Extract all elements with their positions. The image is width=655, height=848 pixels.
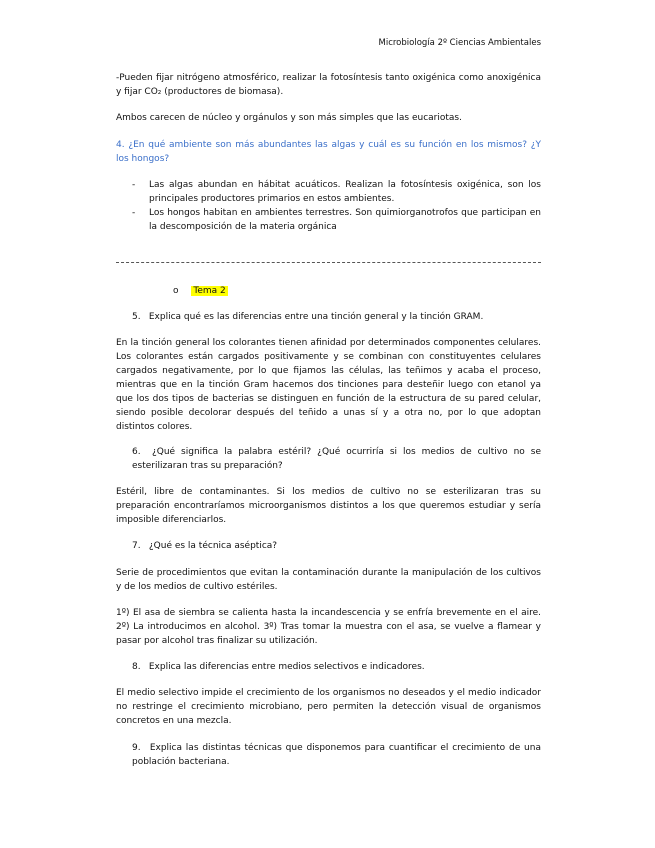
- answer-4-list: [116, 178, 541, 234]
- question-text: ¿Qué es la técnica aséptica?: [148, 541, 278, 551]
- question-9: [116, 741, 541, 769]
- question-number: 9.: [132, 743, 141, 753]
- question-text: Explica qué es las diferencias entre una tinción general y la tinción GRAM.: [148, 312, 484, 322]
- answer-5: En la tinción general los colorantes tienen afinidad por determinados componentes celulares. Los colorantes están cargados positivamente y se combinan con constituyentes celulares cargados negativamente, por lo que fijamos las células, las teñimos y acaba el proceso, mientras que en la tinción Gram hacemos dos tinciones para desteñir luego con etanol ya que los dos tipos de bacterias se distinguen en función de la estructura de su pared celular, siendo posible decolorar después del teñido a unas sí y a otra no, por lo que adoptan distintos colores.: [116, 338, 541, 432]
- question-6: [116, 445, 541, 473]
- question-number: 8.: [132, 662, 141, 672]
- question-number: 7.: [132, 541, 141, 551]
- answer-8: El medio selectivo impide el crecimiento de los organismos no deseados y el medio indicador no restringe el crecimiento microbiano, pero permiten la detección visual de organismos concretos en una mezcla.: [116, 688, 541, 726]
- section-heading: [173, 284, 228, 298]
- list-item: - Los hongos habitan en ambientes terrestres. Son quimiorganotrofos que participan en la descomposición de la materia orgánica: [116, 206, 541, 234]
- question-4: 4. ¿En qué ambiente son más abundantes las algas y cuál es su función en los mismos? ¿Y los hongos?: [116, 140, 541, 164]
- circle-bullet-icon: o: [173, 286, 179, 296]
- paragraph-prokaryote-functions: -Pueden fijar nitrógeno atmosférico, realizar la fotosíntesis tanto oxigénica como anoxigénica y fijar CO₂ (productores de biomasa).: [116, 73, 541, 97]
- question-8: [116, 660, 541, 674]
- question-number: 6.: [132, 447, 141, 457]
- paragraph-prokaryote-structure: Ambos carecen de núcleo y orgánulos y son más simples que las eucariotas.: [116, 113, 462, 123]
- question-7: [116, 539, 541, 553]
- answer-7-steps: 1º) El asa de siembra se calienta hasta la incandescencia y se enfría brevemente en el aire. 2º) La introducimos en alcohol. 3º) Tras tomar la muestra con el asa, se vuelve a flamear y pasar por alcohol tras finalizar su utilización.: [116, 608, 541, 646]
- answer-7-definition: Serie de procedimientos que evitan la contaminación durante la manipulación de los cultivos y de los medios de cultivo estériles.: [116, 568, 541, 592]
- question-text: Explica las diferencias entre medios selectivos e indicadores.: [148, 662, 425, 672]
- question-5: [116, 310, 541, 324]
- question-text: Explica las distintas técnicas que disponemos para cuantificar el crecimiento de una población bacteriana.: [132, 743, 541, 767]
- page-header: Microbiología 2º Ciencias Ambientales: [378, 38, 541, 48]
- section-divider: [116, 262, 541, 263]
- section-title: Tema 2: [193, 286, 226, 296]
- answer-6: Estéril, libre de contaminantes. Si los medios de cultivo no se esterilizaran tras su preparación encontraríamos microorganismos distintos a los que queremos estudiar y sería imposible diferenciarlos.: [116, 487, 541, 525]
- question-text: ¿Qué significa la palabra estéril? ¿Qué ocurriría si los medios de cultivo no se esterilizaran tras su preparación?: [132, 447, 541, 471]
- question-number: 5.: [132, 312, 141, 322]
- list-item: - Las algas abundan en hábitat acuáticos. Realizan la fotosíntesis oxigénica, son los principales productores primarios en estos ambientes.: [116, 178, 541, 206]
